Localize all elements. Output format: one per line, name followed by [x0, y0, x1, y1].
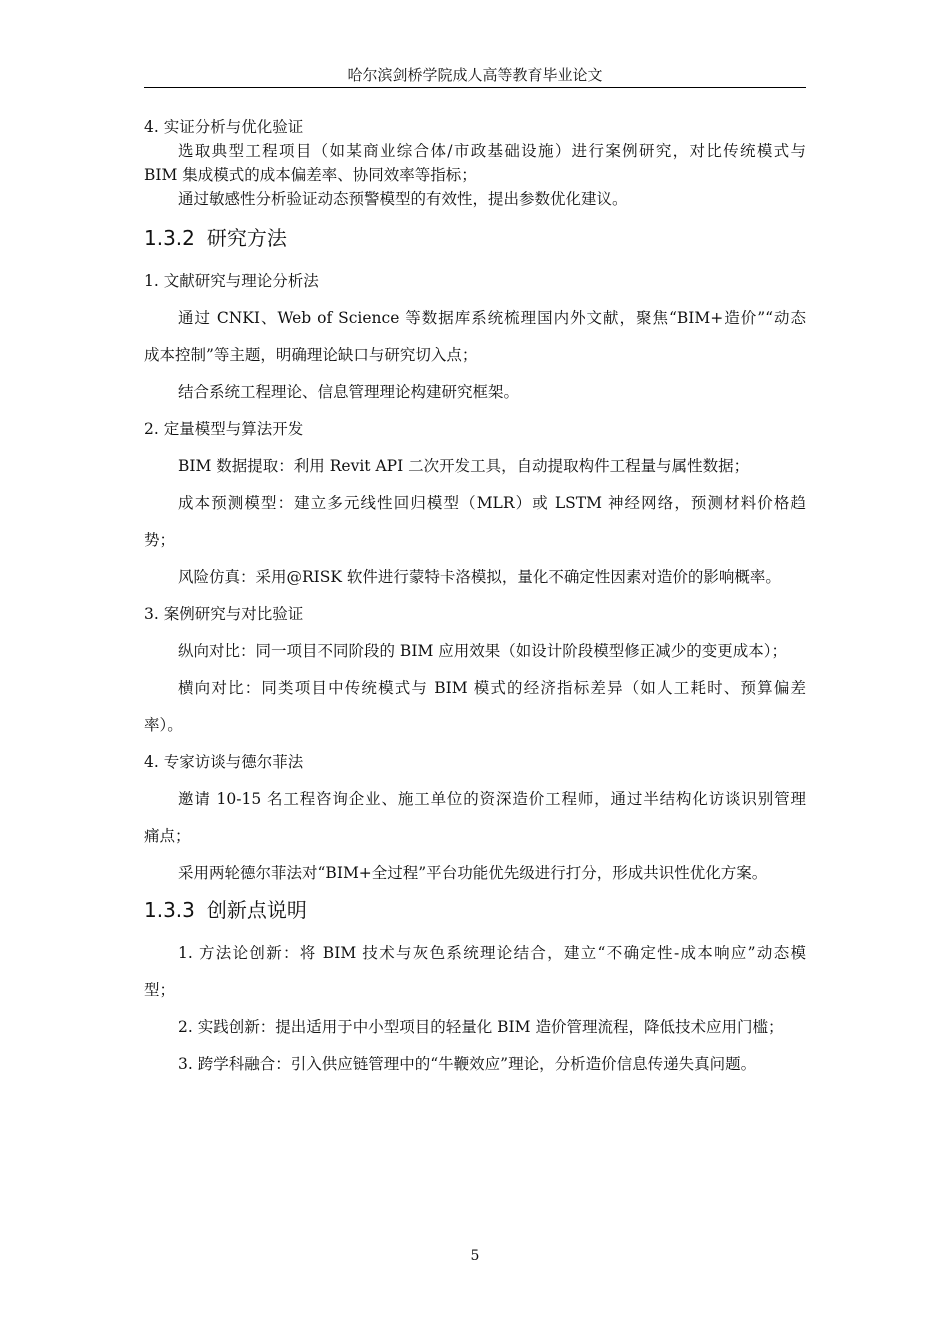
header-rule [144, 87, 806, 88]
paragraph-line: BIM 集成模式的成本偏差率、协同效率等指标； [144, 166, 477, 184]
paragraph-line: 率）。 [144, 716, 183, 734]
paragraph-line: 成本控制”等主题，明确理论缺口与研究切入点； [144, 346, 478, 364]
list-heading: 3. 案例研究与对比验证 [144, 605, 304, 623]
page-header: 哈尔滨剑桥学院成人高等教育毕业论文 [347, 66, 603, 84]
list-heading: 4. 实证分析与优化验证 [144, 118, 304, 136]
paragraph-line: 2. 实践创新：提出适用于中小型项目的轻量化 BIM 造价管理流程，降低技术应用门槛； [178, 1018, 784, 1036]
paragraph-line: 势； [144, 531, 176, 549]
section-number: 1.3.3 [144, 898, 195, 922]
page-number: 5 [470, 1248, 480, 1264]
section-title: 研究方法 [206, 226, 287, 250]
section-number: 1.3.2 [144, 226, 195, 250]
paragraph-line: 纵向对比：同一项目不同阶段的 BIM 应用效果（如设计阶段模型修正减少的变更成本）； [178, 642, 787, 660]
paragraph-line: 通过 CNKI、Web of Science 等数据库系统梳理国内外文献，聚焦“BIM+造价”“动态 [178, 309, 806, 327]
list-heading: 1. 文献研究与理论分析法 [144, 272, 319, 290]
paragraph-line: 型； [144, 981, 176, 999]
paragraph-line: 横向对比：同类项目中传统模式与 BIM 模式的经济指标差异（如人工耗时、预算偏差 [178, 679, 806, 697]
paragraph-line: BIM 数据提取：利用 Revit API 二次开发工具，自动提取构件工程量与属性数据； [178, 457, 750, 475]
paragraph-line: 采用两轮德尔菲法对“BIM+全过程”平台功能优先级进行打分，形成共识性优化方案。 [178, 864, 768, 882]
paragraph-line: 通过敏感性分析验证动态预警模型的有效性，提出参数优化建议。 [178, 190, 628, 208]
page-body [144, 115, 806, 1076]
paragraph-line: 3. 跨学科融合：引入供应链管理中的“牛鞭效应”理论，分析造价信息传递失真问题。 [178, 1055, 757, 1073]
paragraph-line: 痛点； [144, 827, 191, 845]
paragraph-line: 结合系统工程理论、信息管理理论构建研究框架。 [178, 383, 520, 401]
list-heading: 4. 专家访谈与德尔菲法 [144, 753, 304, 771]
list-heading: 2. 定量模型与算法开发 [144, 420, 304, 438]
paragraph-line: 风险仿真：采用@RISK 软件进行蒙特卡洛模拟，量化不确定性因素对造价的影响概率。 [178, 568, 781, 586]
section-heading [144, 223, 806, 253]
paragraph-line: 邀请 10-15 名工程咨询企业、施工单位的资深造价工程师，通过半结构化访谈识别管理 [178, 790, 806, 808]
section-title: 创新点说明 [206, 898, 307, 922]
section-heading [144, 895, 806, 925]
paragraph-line: 成本预测模型：建立多元线性回归模型（MLR）或 LSTM 神经网络，预测材料价格趋 [178, 494, 806, 512]
paragraph-line: 1. 方法论创新：将 BIM 技术与灰色系统理论结合，建立“不确定性-成本响应”动态模 [178, 944, 806, 962]
paragraph-line: 选取典型工程项目（如某商业综合体/市政基础设施）进行案例研究，对比传统模式与 [178, 142, 806, 160]
